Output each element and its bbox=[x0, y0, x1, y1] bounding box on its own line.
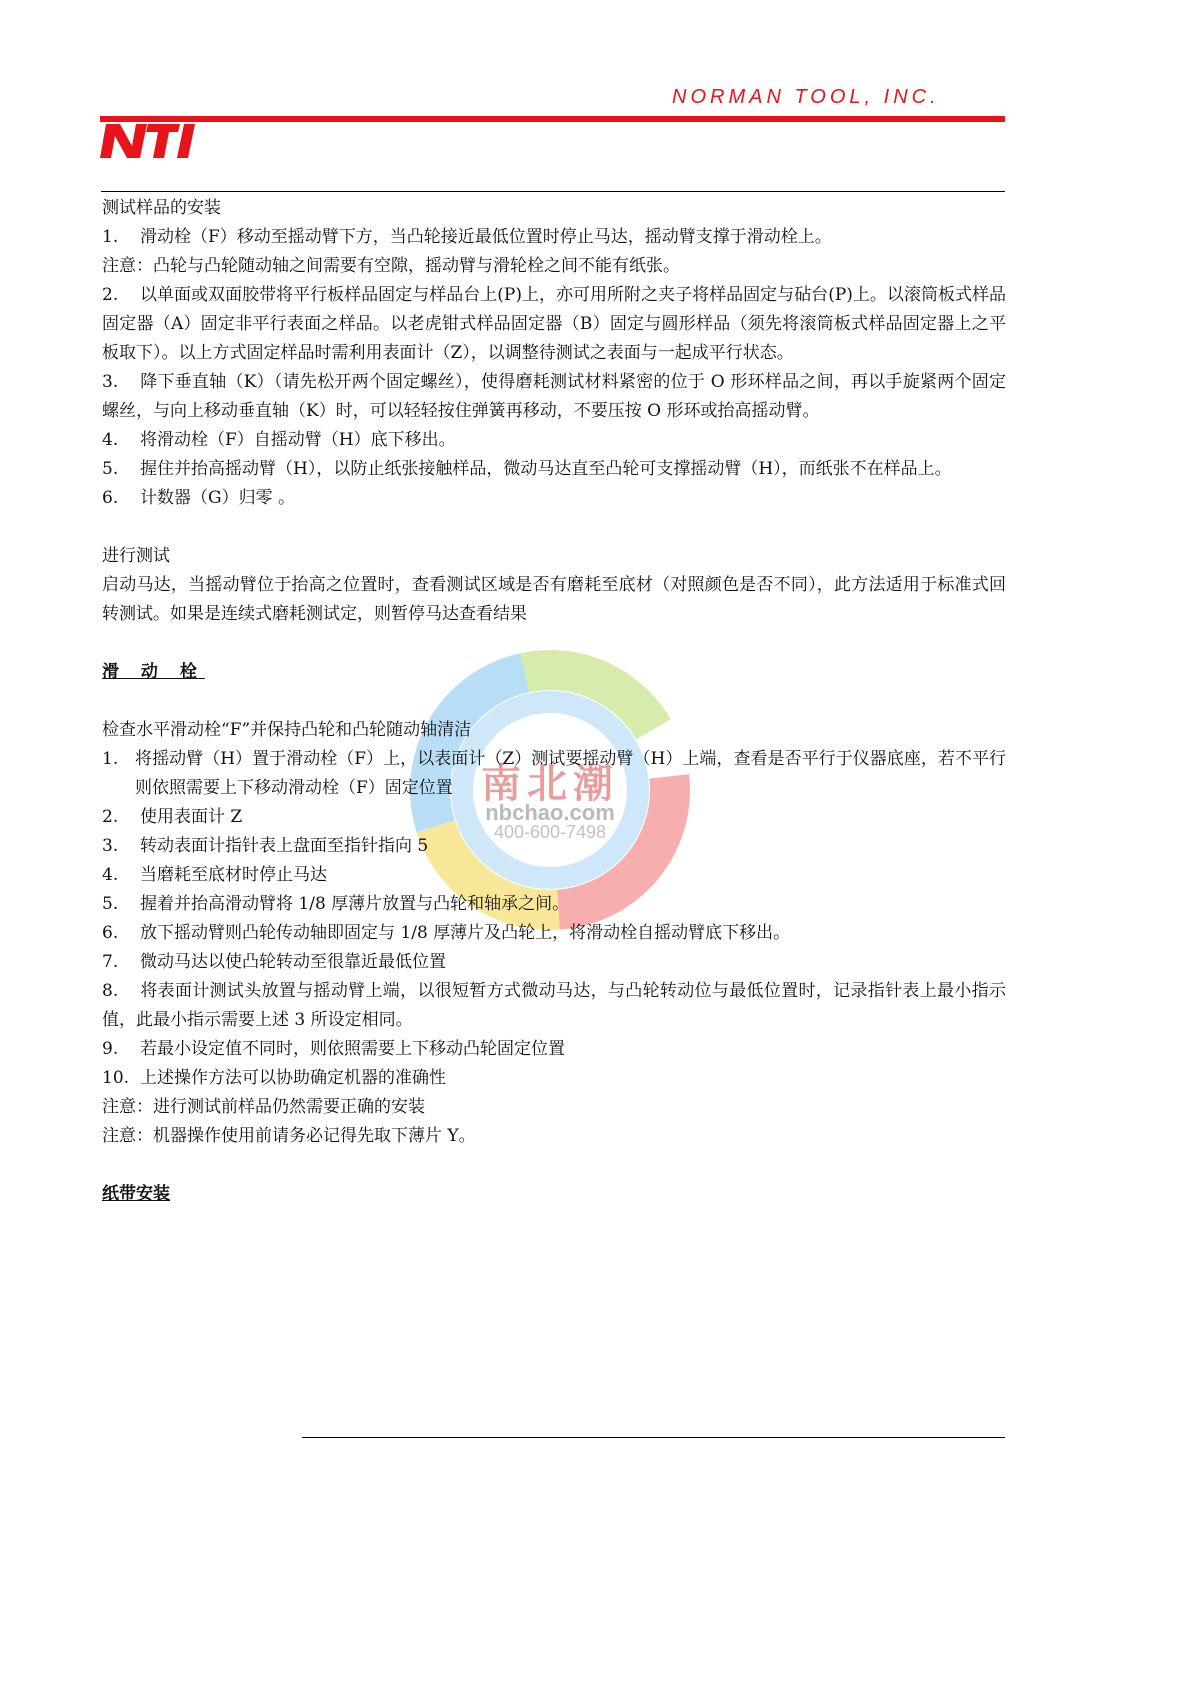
watermark-name: 南北潮 bbox=[481, 762, 619, 806]
note: 注意：机器操作使用前请务必记得先取下薄片 Y。 bbox=[102, 1126, 476, 1146]
list-item bbox=[102, 890, 1006, 919]
watermark-site: nbchao.com bbox=[485, 800, 615, 825]
list-item bbox=[102, 1064, 1006, 1093]
item-text: 握着并抬高滑动臂将 1/8 厚薄片放置与凸轮和轴承之间。 bbox=[140, 894, 570, 914]
list-item bbox=[102, 977, 1006, 1035]
list-item bbox=[102, 368, 1006, 426]
item-text: 若最小设定值不同时，则依照需要上下移动凸轮固定位置 bbox=[140, 1039, 565, 1059]
testing-text: 启动马达，当摇动臂位于抬高之位置时，查看测试区域是否有磨耗至底材（对照颜色是否不同），此方法适用于标准式回转测试。如果是连续式磨耗测试定，则暂停马达查看结果 bbox=[102, 575, 1006, 624]
item-number: 5. bbox=[102, 894, 119, 914]
item-number: 4. bbox=[102, 430, 119, 450]
item-text: 使用表面计 Z bbox=[140, 807, 243, 827]
item-number: 1. bbox=[102, 749, 119, 769]
list-item bbox=[102, 223, 1006, 252]
item-number: 7. bbox=[102, 952, 119, 972]
item-text: 降下垂直轴（K）（请先松开两个固定螺丝），使得磨耗测试材料紧密的位于 O 形环样品之间，再以手旋紧两个固定螺丝，与向上移动垂直轴（K）时，可以轻轻按住弹簧再移动，不要压按 O 形环或抬高摇动臂。 bbox=[102, 372, 1006, 421]
section-intro: 检查水平滑动栓“F”并保持凸轮和凸轮随动轴清洁 bbox=[102, 720, 472, 740]
item-text: 计数器（G）归零 。 bbox=[140, 488, 295, 508]
section-title-testing: 进行测试 bbox=[102, 546, 170, 566]
header-rule bbox=[101, 191, 1005, 192]
item-number: 5. bbox=[102, 459, 119, 479]
item-number: 2. bbox=[102, 285, 119, 305]
note: 注意：凸轮与凸轮随动轴之间需要有空隙，摇动臂与滑轮栓之间不能有纸张。 bbox=[102, 256, 680, 276]
item-text: 将滑动栓（F）自摇动臂（H）底下移出。 bbox=[140, 430, 456, 450]
list-item bbox=[102, 281, 1006, 368]
item-number: 4. bbox=[102, 865, 119, 885]
list-item bbox=[102, 832, 1006, 861]
item-number: 10. bbox=[102, 1068, 130, 1088]
nti-logo bbox=[100, 118, 205, 160]
item-text: 握住并抬高摇动臂（H），以防止纸张接触样品，微动马达直至凸轮可支撑摇动臂（H），而纸张不在样品上。 bbox=[140, 459, 952, 479]
list-item bbox=[102, 455, 1006, 484]
watermark-phone: 400-600-7498 bbox=[493, 822, 607, 842]
item-text: 放下摇动臂则凸轮传动轴即固定与 1/8 厚薄片及凸轮上，将滑动栓自摇动臂底下移出。 bbox=[140, 923, 791, 943]
list-item bbox=[102, 745, 1006, 803]
section-title-sample-install: 测试样品的安装 bbox=[102, 198, 221, 218]
list-item bbox=[102, 861, 1006, 890]
note: 注意：进行测试前样品仍然需要正确的安装 bbox=[102, 1097, 425, 1117]
item-number: 3. bbox=[102, 372, 119, 392]
list-item bbox=[102, 484, 1006, 513]
item-number: 8. bbox=[102, 981, 119, 1001]
section-title-slide-pin: 滑 动 栓 bbox=[102, 662, 205, 682]
document-body bbox=[102, 194, 1006, 1209]
list-item bbox=[102, 426, 1006, 455]
list-item bbox=[102, 948, 1006, 977]
item-number: 2. bbox=[102, 807, 119, 827]
item-text: 将摇动臂（H）置于滑动栓（F）上，以表面计（Z）测试要摇动臂（H）上端，查看是否平行于仪器底座，若不平行则依照需要上下移动滑动栓（F）固定位置 bbox=[135, 749, 1006, 798]
footer-rule bbox=[302, 1437, 1005, 1438]
item-text: 上述操作方法可以协助确定机器的准确性 bbox=[140, 1068, 446, 1088]
item-text: 以单面或双面胶带将平行板样品固定与样品台上(P)上，亦可用所附之夹子将样品固定与砧台(P)上。以滚筒板式样品固定器（A）固定非平行表面之样品。以老虎钳式样品固定器（B）固定与圆形样品（须先将滚筒板式样品固定器上之平板取下）。以上方式固定样品时需利用表面计（Z），以调整待测试之表面与一起成平行状态。 bbox=[102, 285, 1006, 363]
item-number: 3. bbox=[102, 836, 119, 856]
item-text: 转动表面计指针表上盘面至指针指向 5 bbox=[140, 836, 429, 856]
item-number: 6. bbox=[102, 488, 119, 508]
item-text: 微动马达以使凸轮转动至很靠近最低位置 bbox=[140, 952, 446, 972]
list-item bbox=[102, 803, 1006, 832]
list-item bbox=[102, 919, 1006, 948]
item-number: 9. bbox=[102, 1039, 119, 1059]
item-text: 当磨耗至底材时停止马达 bbox=[140, 865, 327, 885]
item-number: 1. bbox=[102, 227, 119, 247]
company-name: NORMAN TOOL, INC. bbox=[672, 86, 940, 108]
header-red-bar bbox=[100, 116, 1005, 122]
item-text: 滑动栓（F）移动至摇动臂下方，当凸轮接近最低位置时停止马达，摇动臂支撑于滑动栓上。 bbox=[140, 227, 832, 247]
item-text: 将表面计测试头放置与摇动臂上端，以很短暂方式微动马达，与凸轮转动位与最低位置时，记录指针表上最小指示值，此最小指示需要上述 3 所设定相同。 bbox=[102, 981, 1006, 1030]
list-item bbox=[102, 1035, 1006, 1064]
section-title-paper-tape: 纸带安装 bbox=[102, 1184, 170, 1204]
item-number: 6. bbox=[102, 923, 119, 943]
